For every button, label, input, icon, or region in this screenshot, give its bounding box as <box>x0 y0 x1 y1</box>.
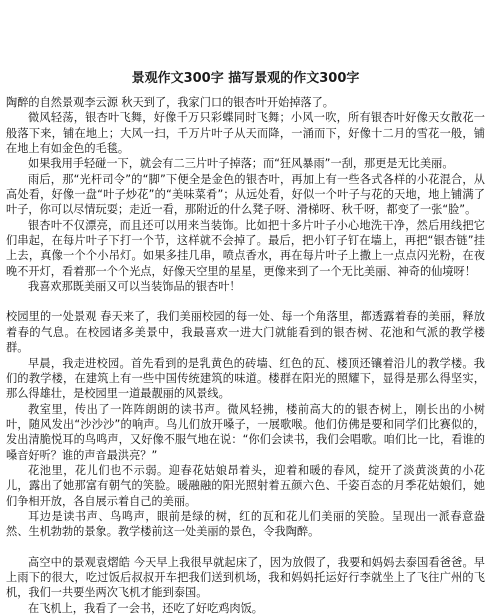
paragraph: 如果我用手轻碰一下，就会有二三片叶子掉落；而“狂风暴雨”一刮，那更是无比美丽。 <box>28 157 454 171</box>
paragraph: 校园里的一处景观 春天来了，我们美丽校园的每一处、每一个角落里，都透露着春的美丽，释放着春的气息。在校园诸多美景中，我最喜欢一进大门就能看到的银杏树、花池和气派的教学楼群。 <box>6 310 485 355</box>
paragraph: 早晨，我走进校园。首先看到的是乳黄色的砖墙、红色的瓦、楼顶还镶着沿儿的教学楼。我们的教学楼，在建筑上有一些中国传统建筑的味道。楼群在阳光的照耀下，显得是那么得坚实，那么得雄壮，是校园里一道最靓丽的风景线。 <box>6 356 485 401</box>
document-body <box>6 95 485 616</box>
paragraph: 雨后，那“光杆司令”的“脚”下便全是金色的银杏叶，再加上有一些各式各样的小花混合，从高处看，好像一盘“叶子炒花”的“美味菜肴”；从远处看，好似一个叶子与花的天地，地上铺满了叶子，你可以尽情玩耍；走近一看，那附近的什么凳子呀、滑梯呀、秋千呀，都变了一张“脸”。 <box>6 172 485 217</box>
section-gap <box>6 294 485 309</box>
section-gap <box>6 540 485 555</box>
document-title: 景观作文300字 描写景观的作文300字 <box>131 71 360 86</box>
paragraph: 高空中的景观袁熠皓 今天早上我很早就起床了，因为放假了，我要和妈妈去泰国看爸爸。早上雨下的很大，吃过饭后叔叔开车把我们送到机场，我和妈妈托运好行李就坐上了飞往广州的飞机，我们一共要坐两次飞机才能到泰国。 <box>6 555 485 600</box>
paragraph: 在飞机上，我看了一会书，还吃了好吃鸡肉饭。 <box>28 601 263 615</box>
paragraph: 微风轻荡，银杏叶飞舞，好像千万只彩蝶同时飞舞；小风一吹，所有银杏叶好像天女散花一般落下来，铺在地上；大风一扫，千万片叶子从天而降，一涌而下，好像十二月的雪花一般，铺在地上有如金色的毛毯。 <box>6 111 485 156</box>
essay-section <box>6 555 485 616</box>
paragraph: 教室里，传出了一阵阵朗朗的读书声。微风轻拂，楼前高大的的银杏树上，刚长出的小树叶，随风发出“沙沙沙”的响声。鸟儿们放开嗓子，一展歌喉。他们仿佛是要和同学们比赛似的，发出清脆悦耳的鸟鸣声，又好像不服气地在说：“你们会读书，我们会唱歌。咱们比一比，看谁的嗓音好听？谁的声音最洪亮？” <box>6 402 485 462</box>
essay-section <box>6 309 485 539</box>
paragraph: 银杏叶不仅漂亮，而且还可以用来当装饰。比如把十多片叶子小心地洗干净，然后用线把它们串起，在每片叶子下打一个节，这样就不会掉了。最后，把小钉子钉在墙上，再把“银杏链”挂上去，真像一个个小吊灯。如果多挂几串，喷点香水，再在每片叶子上撒上一点点闪光粉，在夜晚不开灯，看着那一个个光点，好像天空里的星星，更像来到了一个无比美丽、神奇的仙境呀！ <box>6 218 485 278</box>
essay-section <box>6 95 485 294</box>
paragraph: 我喜欢那既美丽又可以当装饰品的银杏叶！ <box>28 280 241 294</box>
paragraph: 耳边是读书声、鸟鸣声，眼前是绿的树，红的瓦和花儿们美丽的笑脸。呈现出一派春意盎然、生机勃勃的景象。教学楼前这一处美丽的景色，令我陶醉。 <box>6 509 485 539</box>
paragraph: 陶醉的自然景观李云源 秋天到了，我家门口的银杏叶开始掉落了。 <box>6 96 334 109</box>
paragraph: 花池里，花儿们也不示弱。迎春花姑娘昂着头，迎着和暖的春风，绽开了淡黄淡黄的小花儿，露出了她那富有朝气的笑脸。暖融融的阳光照射着五颜六色、千姿百态的月季花姑娘们，她们争相开放，各自展示着自己的美丽。 <box>6 463 485 508</box>
